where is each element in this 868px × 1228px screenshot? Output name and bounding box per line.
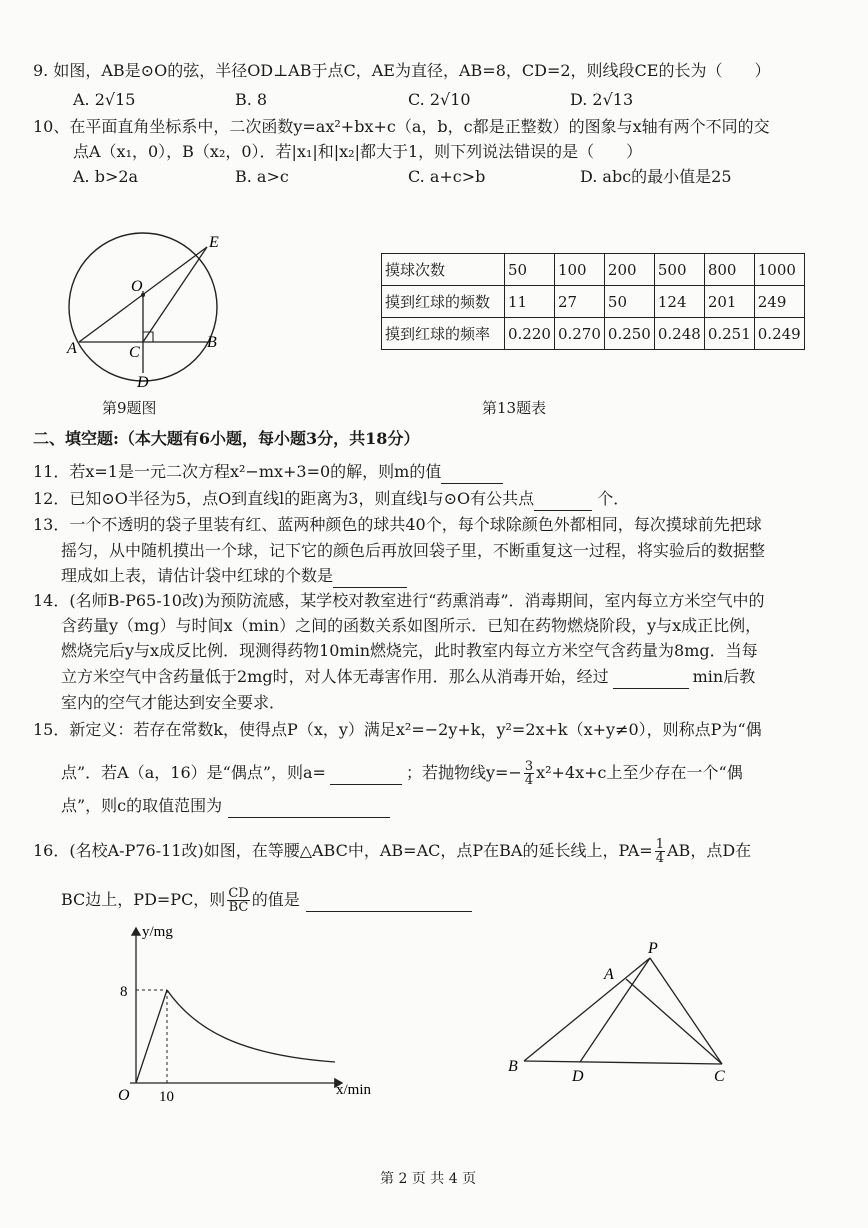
table-cell: 249 bbox=[754, 286, 804, 318]
label-b: B bbox=[508, 1058, 518, 1075]
table-cell: 27 bbox=[554, 286, 604, 318]
q14-line1: 14．(名师B-P65-10改)为预防流感，某学校对教室进行“药熏消毒”．消毒期间，室内每立方米空气中的 bbox=[33, 591, 765, 610]
q9-option-a: A. 2√15 bbox=[73, 90, 136, 109]
table-cell: 500 bbox=[654, 254, 704, 286]
q14-line3: 燃烧完后y与x成反比例．现测得药物10min燃烧完，此时教室内每立方米空气含药量为8mg．当每 bbox=[61, 641, 758, 660]
y-axis-label: y/mg bbox=[142, 924, 173, 940]
label-a: A bbox=[67, 340, 77, 357]
table-cell: 摸到红球的频率 bbox=[382, 318, 505, 350]
figure-16-triangle bbox=[500, 935, 740, 1085]
q15-answer-blank-a bbox=[330, 762, 402, 785]
label-d: D bbox=[137, 374, 149, 391]
table-cell: 0.248 bbox=[654, 318, 704, 350]
table-cell: 11 bbox=[505, 286, 555, 318]
table-cell: 0.220 bbox=[505, 318, 555, 350]
table-row bbox=[382, 286, 805, 318]
table-cell: 201 bbox=[704, 286, 754, 318]
section-2-heading: 二、填空题:（本大题有6小题，每小题3分，共18分） bbox=[33, 429, 420, 448]
q14-answer-blank bbox=[613, 666, 689, 689]
label-c: C bbox=[714, 1068, 725, 1085]
q12-tail: 个． bbox=[597, 489, 630, 508]
q15-line2 bbox=[61, 760, 743, 787]
q15-answer-blank-c bbox=[228, 795, 390, 818]
segment-bp bbox=[524, 958, 650, 1061]
q13-line3 bbox=[61, 565, 407, 588]
table-cell: 1000 bbox=[754, 254, 804, 286]
table-cell: 摸到红球的频数 bbox=[382, 286, 505, 318]
q13-line1: 13．一个不透明的袋子里装有红、蓝两种颜色的球共40个，每个球除颜色外都相同，每次摸球前先把球 bbox=[33, 515, 762, 534]
q14-line4 bbox=[61, 666, 755, 689]
table-row bbox=[382, 318, 805, 350]
q15-line3 bbox=[61, 795, 390, 818]
table-cell: 124 bbox=[654, 286, 704, 318]
page-footer: 第 2 页 共 4 页 bbox=[380, 1171, 477, 1187]
label-b: B bbox=[207, 334, 217, 351]
q14-line2: 含药量y（mg）与时间x（min）之间的函数关系如图所示．已知在药物燃烧阶段，y与x成正比例， bbox=[61, 616, 762, 635]
table-cell: 0.251 bbox=[704, 318, 754, 350]
q11-text bbox=[33, 461, 503, 484]
q10-line1: 10、在平面直角坐标系中，二次函数y=ax²+bx+c（a，b，c都是正整数）的图象与x轴有两个不同的交 bbox=[33, 117, 770, 136]
label-e: E bbox=[209, 234, 219, 251]
q9-option-d: D. 2√13 bbox=[570, 90, 634, 109]
q15-line3-start: 点”，则c的取值范围为 bbox=[61, 796, 223, 815]
segment-bc bbox=[524, 1061, 722, 1064]
x-axis-label: x/min bbox=[336, 1082, 372, 1098]
q16-line2-end: 的值是 bbox=[251, 890, 300, 909]
q12-stem: 12．已知⊙O半径为5，点O到直线l的距离为3，则直线l与⊙O有公共点 bbox=[33, 489, 535, 508]
table-cell: 0.249 bbox=[754, 318, 804, 350]
q15-line2-mid: ；若抛物线y=− bbox=[405, 763, 522, 782]
q10-option-b: B. a>c bbox=[235, 167, 289, 186]
table-cell: 200 bbox=[604, 254, 654, 286]
figure-9-caption: 第9题图 bbox=[102, 399, 157, 417]
label-a: A bbox=[604, 966, 614, 983]
q10-line2: 点A（x₁，0），B（x₂，0）．若|x₁|和|x₂|都大于1，则下列说法错误的是（ ） bbox=[73, 142, 643, 161]
q16-line2-start: BC边上，PD=PC，则 bbox=[61, 890, 226, 909]
x-tick-10: 10 bbox=[159, 1089, 174, 1105]
table-13-caption: 第13题表 bbox=[482, 399, 547, 417]
y-tick-8: 8 bbox=[120, 984, 128, 1000]
q10-option-d: D. abc的最小值是25 bbox=[580, 167, 732, 186]
segment-pc bbox=[650, 958, 722, 1064]
segment-ac bbox=[626, 979, 722, 1064]
q9-stem: 9. 如图，AB是⊙O的弦，半径OD⊥AB于点C，AE为直径，AB=8，CD=2，则线段CE的长为（ ） bbox=[33, 61, 771, 80]
q12-answer-blank bbox=[534, 488, 592, 511]
fraction-cd-bc: $\frac{CD}{BC}$ bbox=[228, 886, 249, 915]
q13-line2: 摇匀，从中随机摸出一个球，记下它的颜色后再放回袋子里，不断重复这一过程，将实验后的数据整 bbox=[61, 541, 766, 560]
label-o: O bbox=[131, 278, 143, 295]
q15-line2-end: x²+4x+c上至少存在一个“偶 bbox=[536, 763, 743, 782]
q12-text bbox=[33, 488, 629, 511]
q16-line2 bbox=[61, 887, 472, 914]
inverse-curve bbox=[167, 990, 335, 1062]
label-p: P bbox=[648, 940, 658, 957]
table-cell: 50 bbox=[604, 286, 654, 318]
table-13 bbox=[381, 253, 805, 350]
q10-option-a: A. b>2a bbox=[73, 167, 139, 186]
table-cell: 摸球次数 bbox=[382, 254, 505, 286]
segment-ce bbox=[143, 247, 207, 342]
q9-option-b: B. 8 bbox=[235, 90, 268, 109]
q16-answer-blank bbox=[306, 889, 472, 912]
table-cell: 100 bbox=[554, 254, 604, 286]
q16-line1-end: AB，点D在 bbox=[667, 841, 752, 860]
q13-stem-end: 理成如上表，请估计袋中红球的个数是 bbox=[61, 566, 334, 585]
graph-14 bbox=[110, 920, 390, 1105]
table-cell: 0.250 bbox=[604, 318, 654, 350]
fraction-1-4: $\frac{1}{4}$ bbox=[655, 837, 664, 866]
q14-line5: 室内的空气才能达到安全要求． bbox=[61, 693, 286, 712]
table-cell: 800 bbox=[704, 254, 754, 286]
q16-line1 bbox=[33, 838, 751, 865]
fraction-3-4: $\frac{3}{4}$ bbox=[524, 759, 534, 788]
q14-line4-start: 立方米空气中含药量低于2mg时，对人体无毒害作用．那么从消毒开始，经过 bbox=[61, 667, 609, 686]
q9-option-c: C. 2√10 bbox=[408, 90, 471, 109]
table-cell: 0.270 bbox=[554, 318, 604, 350]
origin-label: O bbox=[118, 1087, 130, 1104]
q11-stem: 11．若x=1是一元二次方程x²−mx+3=0的解，则m的值 bbox=[33, 462, 442, 481]
segment-pd bbox=[580, 958, 650, 1062]
q11-answer-blank bbox=[441, 461, 503, 484]
q15-line1: 15．新定义：若存在常数k，使得点P（x，y）满足x²=−2y+k，y²=2x+k（x+y≠0），则称点P为“偶 bbox=[33, 720, 762, 739]
linear-segment bbox=[136, 990, 167, 1083]
label-c: C bbox=[129, 344, 140, 361]
q15-line2-start: 点”．若A（a，16）是“偶点”，则a= bbox=[61, 763, 326, 782]
label-d: D bbox=[572, 1068, 584, 1085]
table-row bbox=[382, 254, 805, 286]
q14-line4-end: min后教 bbox=[692, 667, 756, 686]
table-cell: 50 bbox=[505, 254, 555, 286]
q13-answer-blank bbox=[333, 565, 407, 588]
q16-line1-start: 16．(名校A-P76-11改)如图，在等腰△ABC中，AB=AC，点P在BA的延长线上，PA= bbox=[33, 841, 653, 860]
figure-9-circle bbox=[55, 225, 255, 400]
q10-option-c: C. a+c>b bbox=[408, 167, 486, 186]
